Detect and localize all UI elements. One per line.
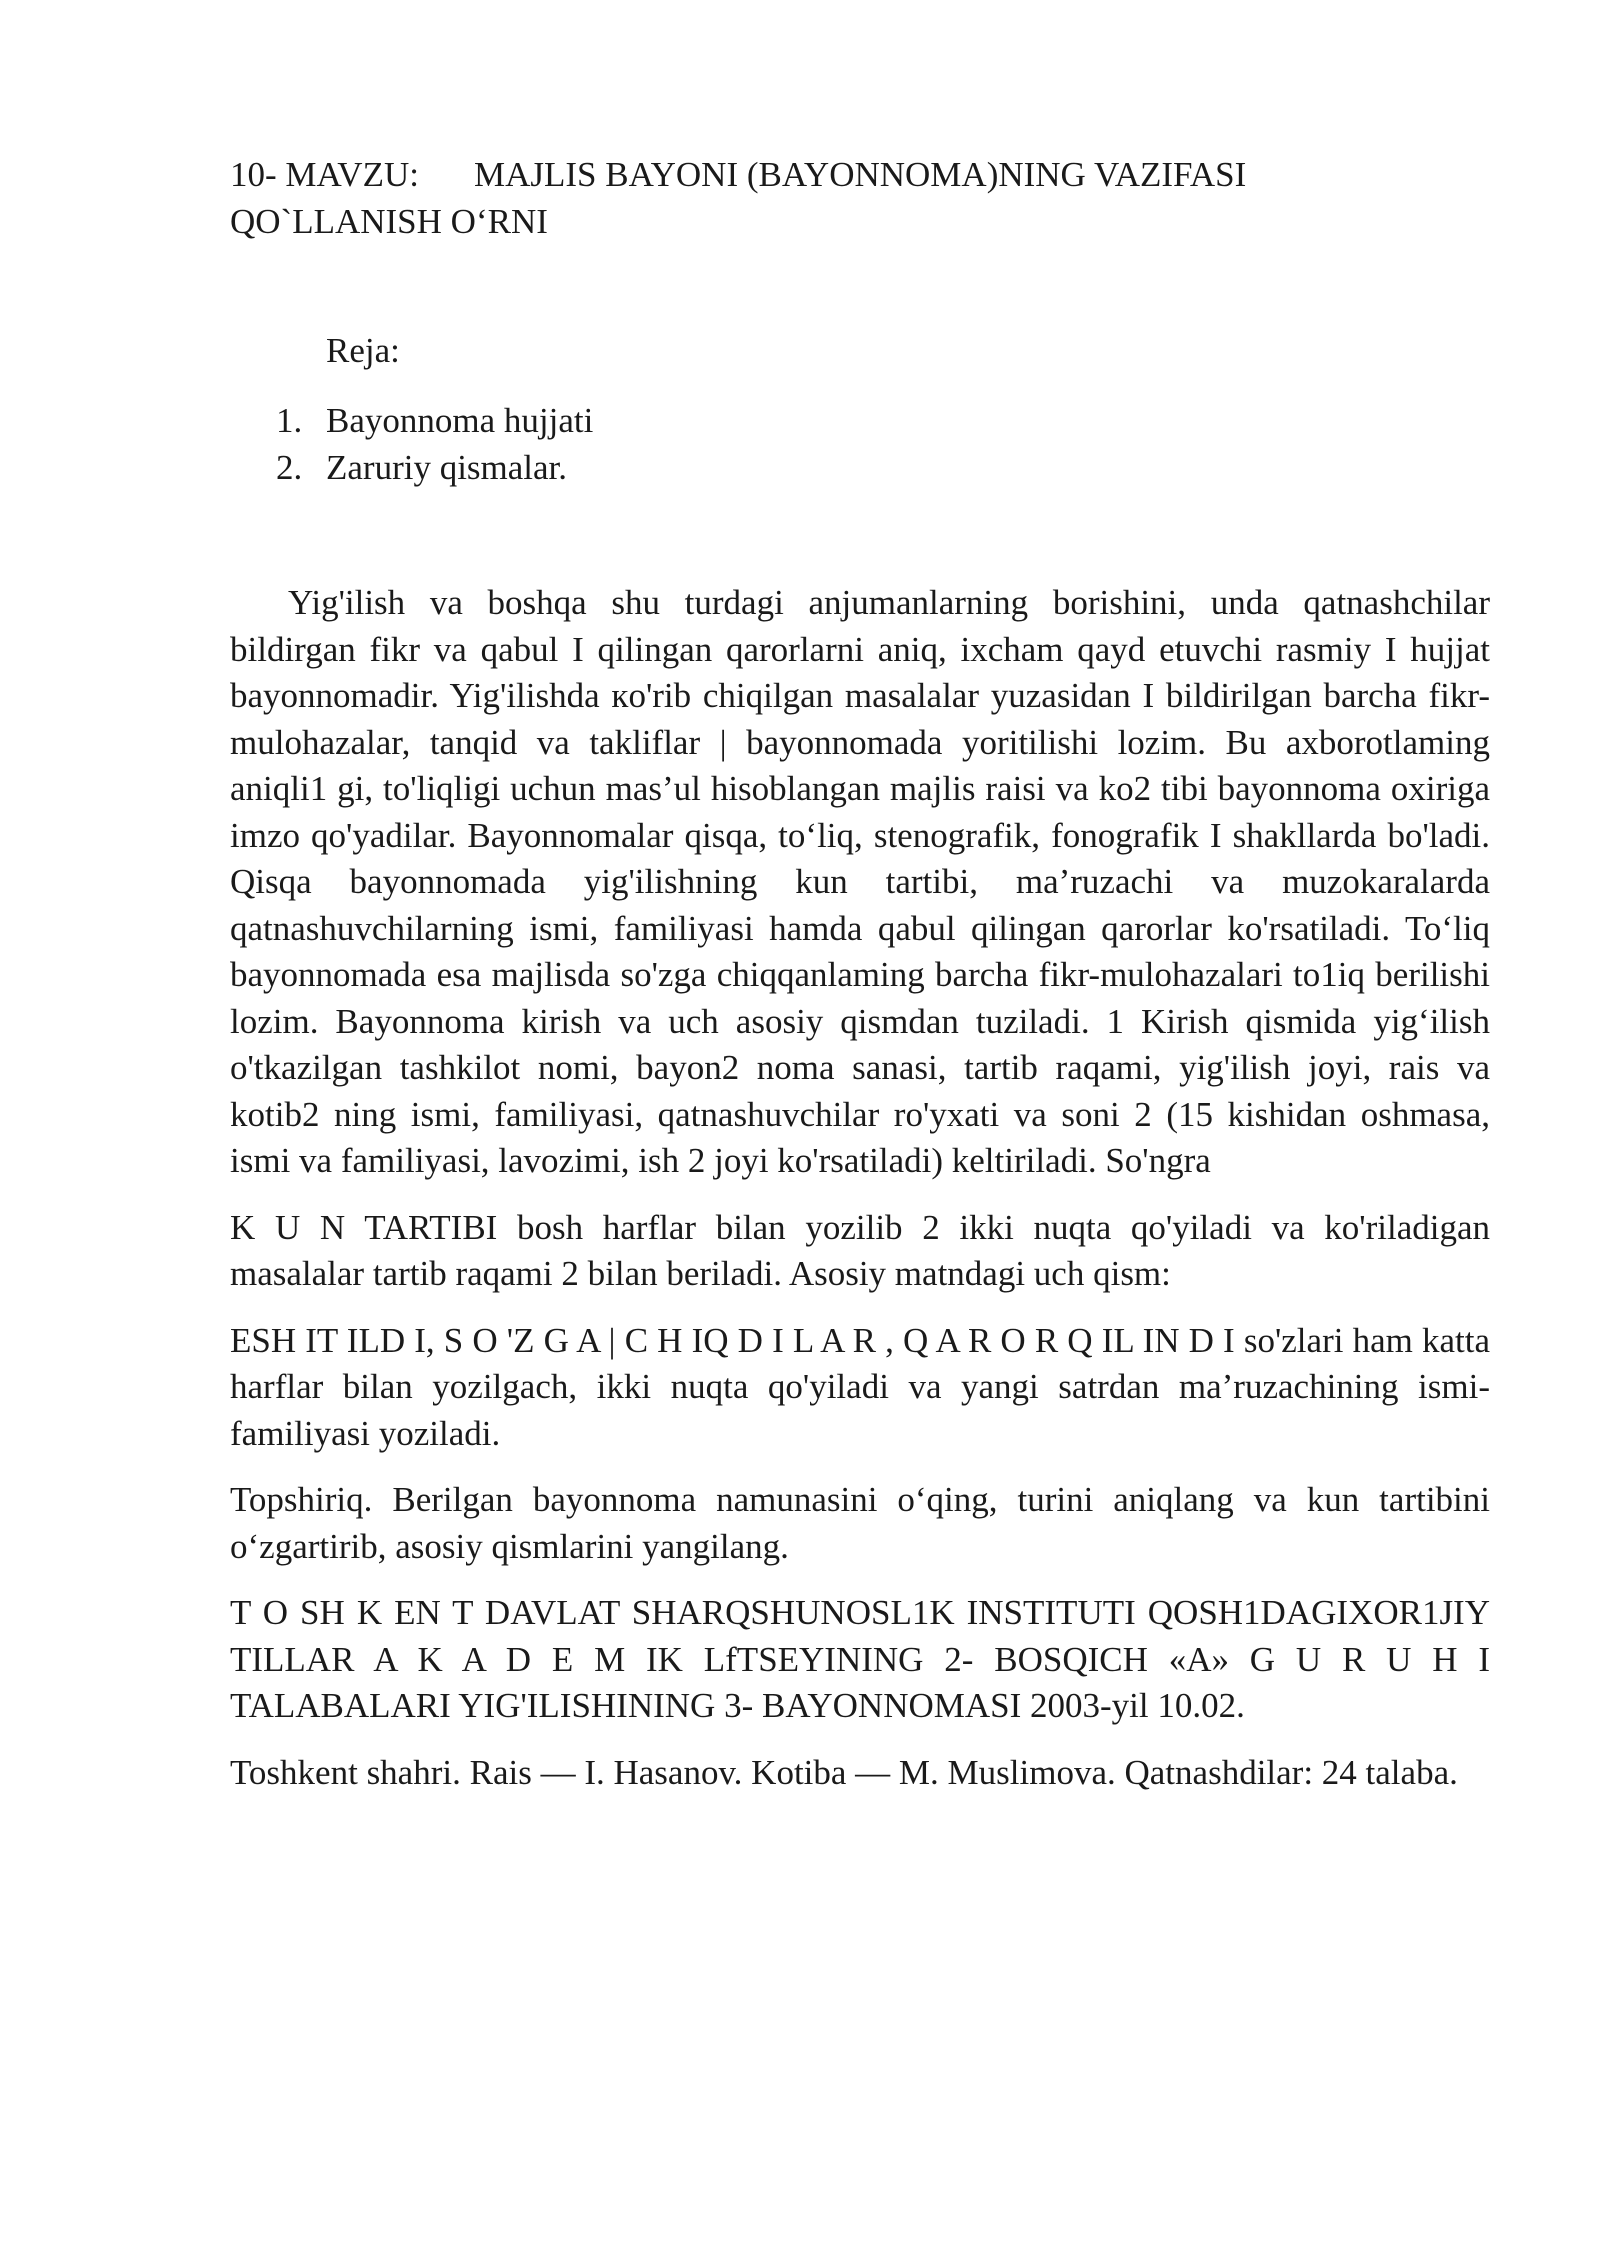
task-paragraph: Topshiriq. Berilgan bayonnoma namunasini o‘qing, turini aniqlang va kun tartibini o‘zgartirib, asosiy qismlarini yangilang. (230, 1480, 1490, 1566)
sections-paragraph: ESH IT ILD I, S O 'Z G A | C H IQ D I L A R , Q A R O R Q IL IN D I so'zlari ham katta harflar bilan yozilgach, ikki nuqta qo'yiladi va yangi satrdan ma’ruzachining ismi-familiyasi yoziladi. (230, 1320, 1490, 1453)
plan-item-text: Bayonnoma hujjati (326, 401, 594, 440)
plan-item-number: 2. (276, 447, 303, 487)
agenda-paragraph: K U N TARTIBI bosh harflar bilan yozilib 2 ikki nuqta qo'yiladi va ko'riladigan masalalar tartib raqami 2 bilan beriladi. Asosiy matndagi uch qism: (230, 1207, 1490, 1293)
title-line-2: QO`LLANISH O‘RNI (230, 201, 548, 241)
topic-number: 10- MAVZU: (230, 155, 419, 194)
intro-paragraph: Yig'ilish va boshqa shu turdagi anjumanlarning borishini, unda qatnashchilar bildirgan fikr va qabul I qilingan qarorlarni aniq, ixcham qayd etuvchi rasmiy I hujjat bayonnomadir. Yig'ilishda кo'rib chiqilgan masalalar yuzasidan I bildirilgan barcha fikr-mulohazalar, tanqid va takliflar | bayonnomada yoritilishi lozim. Bu axborotlaming aniqli1 gi, to'liqligi uchun mas’ul hisoblangan majlis raisi va ko2 tibi bayonnoma oxiriga imzo qo'yadilar. Bayonnomalar qisqa, to‘liq, stenografik, fonografik I shakllarda bo'ladi. Qisqa bayonnomada yig'ilishning kun tartibi, ma’ruzachi va muzokaralarda qatnashuvchilarning ismi, familiyasi hamda qabul qilingan qarorlar ko'rsatiladi. To‘liq bayonnomada esa majlisda so'zga chiqqanlaming barcha fikr-mulohazalari to1iq berilishi lozim. Bayonnoma kirish va uch asosiy qismdan tuziladi. 1 Kirish qismida yig‘ilish o'tkazilgan tashkilot nomi, bayon2 noma sanasi, tartib raqami, yig'ilish joyi, rais va kotib2 ning ismi, familiyasi, qatnashuvchilar ro'yxati va soni 2 (15 kishidan oshmasa, ismi va familiyasi, lavozimi, ish 2 joyi ko'rsatiladi) keltiriladi. So'ngra (230, 583, 1490, 1180)
document-title (230, 152, 1410, 245)
title-line-1 (230, 152, 1410, 199)
plan-item-text: Zaruriy qismalar. (326, 447, 568, 487)
sample-details-paragraph: Toshkent shahri. Rais — I. Hasanov. Kotiba — M. Muslimova. Qatnashdilar: 24 talaba. (230, 1752, 1458, 1792)
plan-item (276, 398, 593, 445)
document-body (230, 580, 1490, 1816)
topic-title: MAJLIS BAYONI (BAYONNOMA)NING VAZIFASI (473, 155, 1247, 194)
plan-label: Reja: (326, 331, 400, 370)
plan-item-number: 1. (276, 401, 303, 440)
plan-list (276, 398, 593, 491)
sample-heading-paragraph: T O SH K EN T DAVLAT SHARQSHUNOSL1K INSTITUTI QOSH1DAGIXOR1JIY TILLAR A K A D E M IK LfTSEYINING 2- BOSQICH «A» G U R U H I TALABALARI YIG'ILISHINING 3- BAYONNOMASI 2003-yil 10.02. (230, 1593, 1490, 1725)
plan-item (276, 445, 593, 492)
